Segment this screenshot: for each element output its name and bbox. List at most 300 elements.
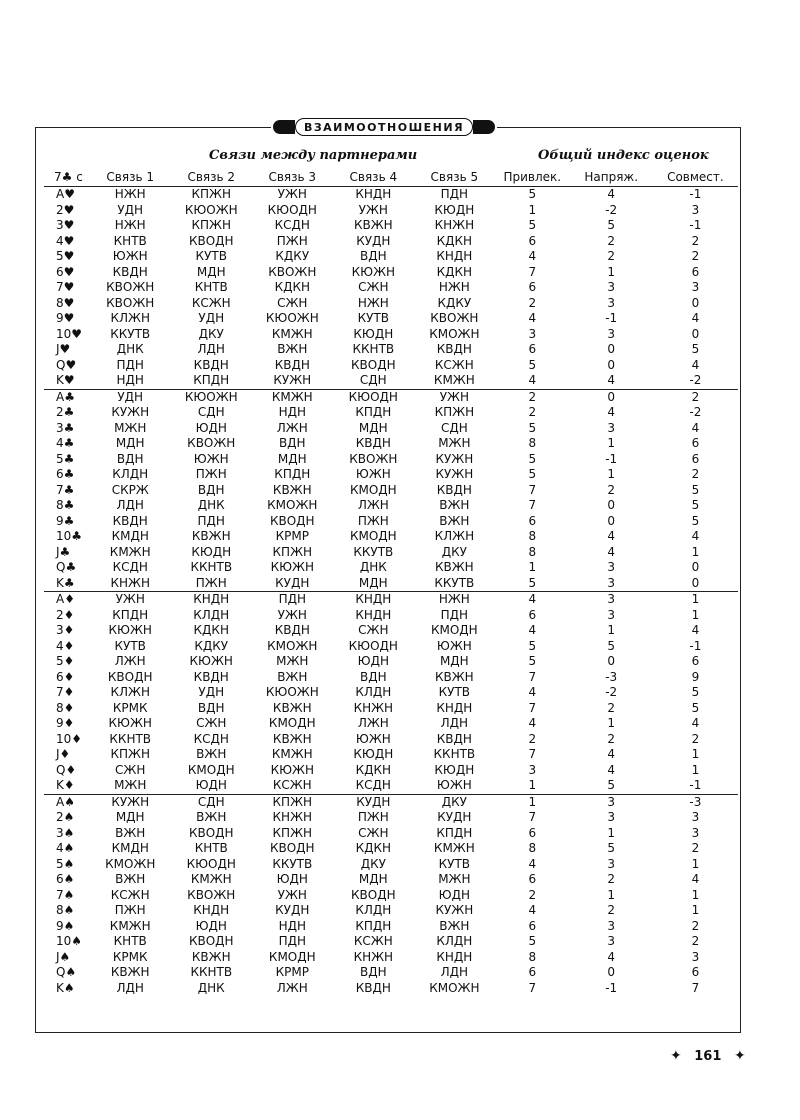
table-row <box>44 405 738 421</box>
table-row <box>44 685 738 701</box>
cell-tension: 2 <box>607 903 616 918</box>
cell-link-5: ЛДН <box>440 716 469 731</box>
cell-attraction: 3 <box>528 762 537 777</box>
cell-link-2: ККНТВ <box>190 560 233 575</box>
cell-link-5: ЮДН <box>438 887 471 902</box>
cell-compatibility: 0 <box>691 560 700 575</box>
table-row <box>44 218 738 234</box>
table-row <box>44 747 738 763</box>
cell-link-1: МЖН <box>90 778 171 794</box>
cell-link-5: КУДН <box>437 810 472 825</box>
cell-compatibility: -1 <box>653 778 738 794</box>
cell-tension: 1 <box>607 887 616 902</box>
cell-link-2: СЖН <box>196 716 227 731</box>
cell-link-5: КВОЖН <box>430 311 479 326</box>
cell-compatibility: 1 <box>691 544 700 559</box>
table-row <box>44 608 738 624</box>
cell-link-4: КВЖН <box>353 218 393 233</box>
cell-tension: 5 <box>607 638 616 653</box>
cell-link-2: ВЖН <box>196 810 227 825</box>
cell-tension: 3 <box>607 607 616 622</box>
cell-compatibility: 2 <box>691 731 700 746</box>
cell-link-4: КВОДН <box>351 887 396 902</box>
relationships-table <box>44 168 738 996</box>
table-row <box>44 436 738 452</box>
cell-compatibility: 2 <box>691 467 700 482</box>
cell-link-1: КВОЖН <box>106 295 155 310</box>
cell-link-3: КВДН <box>274 623 310 638</box>
cell-attraction: 8 <box>528 436 537 451</box>
cell-link-1: ЛДН <box>116 980 144 995</box>
cell-link-2: КЮЖН <box>189 654 233 669</box>
cell-attraction: 5 <box>528 638 537 653</box>
cell-link-5: КМЖН <box>414 373 495 389</box>
cell-link-1: СЖН <box>115 762 146 777</box>
cell-link-1: КВЖН <box>110 965 150 980</box>
cell-link-4: ЛЖН <box>357 498 389 513</box>
cell-tension: 3 <box>607 856 616 871</box>
cell-attraction: 7 <box>528 747 537 762</box>
cell-tension: 3 <box>607 326 616 341</box>
cell-link-2: КПЖН <box>191 218 231 233</box>
cell-link-4: УЖН <box>358 202 388 217</box>
cell-link-2: ДКУ <box>198 326 224 341</box>
table-row <box>44 934 738 950</box>
header-row <box>44 168 738 187</box>
cell-attraction: 4 <box>528 592 537 607</box>
cell-link-4: СЖН <box>358 280 389 295</box>
cell-attraction: 8 <box>528 841 537 856</box>
cell-link-2: ЮДН <box>195 420 227 435</box>
cell-tension: 3 <box>607 592 616 607</box>
cell-link-3: КВДН <box>274 357 310 372</box>
table-row <box>44 498 738 514</box>
cell-tension: 1 <box>607 716 616 731</box>
cell-tension: 0 <box>607 342 616 357</box>
table-row <box>44 592 738 608</box>
cell-link-5: КНЖН <box>434 218 475 233</box>
cell-link-1: КМДН <box>111 529 149 544</box>
cell-card: 6♦ <box>56 669 75 684</box>
column-header-compatibility: Совмест. <box>653 168 738 187</box>
cell-link-5: ЮЖН <box>414 778 495 794</box>
cell-attraction: 7 <box>528 980 537 995</box>
cell-link-2: КВОЖН <box>187 436 236 451</box>
cell-attraction: 6 <box>528 513 537 528</box>
cell-compatibility: 1 <box>691 903 700 918</box>
cell-attraction: 4 <box>528 311 537 326</box>
cell-link-2: ККНТВ <box>190 965 233 980</box>
cell-link-2: КМОДН <box>187 762 235 777</box>
cell-link-1: ККУТВ <box>110 326 151 341</box>
cell-compatibility: 1 <box>691 592 700 607</box>
cell-tension: 3 <box>570 576 653 592</box>
cell-link-5: НЖН <box>438 592 470 607</box>
cell-link-5: ККНТВ <box>433 747 476 762</box>
cell-link-1: ЛДН <box>116 498 144 513</box>
cell-link-3: МДН <box>277 451 307 466</box>
cell-link-5: КВДН <box>436 342 472 357</box>
cell-link-1: КЛЖН <box>110 685 150 700</box>
cell-compatibility: 2 <box>691 389 700 404</box>
cell-card: 10♠ <box>56 934 83 949</box>
cell-compatibility: -2 <box>689 405 702 420</box>
column-header-attraction: Привлек. <box>495 168 570 187</box>
cell-attraction: 5 <box>528 934 537 949</box>
cell-link-5: КНДН <box>436 249 473 264</box>
cell-link-4: КВОЖН <box>349 451 398 466</box>
cell-link-2: КНДН <box>193 592 230 607</box>
cell-compatibility: 5 <box>691 513 700 528</box>
cell-link-2: КСЖН <box>191 295 231 310</box>
cell-compatibility: 4 <box>691 357 700 372</box>
cell-link-2: ДНК <box>197 980 225 995</box>
cell-link-4: КМОДН <box>349 482 397 497</box>
table-row <box>44 576 738 592</box>
cell-link-2: ПЖН <box>171 576 252 592</box>
column-header-link-2: Связь 2 <box>171 168 252 187</box>
cell-compatibility: 2 <box>691 233 700 248</box>
cell-attraction: 6 <box>528 607 537 622</box>
cell-link-2: КВОДН <box>188 825 234 840</box>
cell-compatibility: 5 <box>691 342 700 357</box>
cell-card: 7♣ <box>56 482 75 497</box>
cell-compatibility: 4 <box>691 529 700 544</box>
cell-link-3: НДН <box>278 918 306 933</box>
cell-link-1: ПДН <box>116 357 144 372</box>
cell-link-5: КВЖН <box>434 669 474 684</box>
cell-link-1: УДН <box>117 389 144 404</box>
cell-tension: 0 <box>607 654 616 669</box>
cell-attraction: 6 <box>528 342 537 357</box>
cell-compatibility: 5 <box>691 700 700 715</box>
cell-link-1: КВОЖН <box>106 280 155 295</box>
cell-link-1: МЖН <box>114 420 147 435</box>
cell-card: 5♦ <box>56 654 75 669</box>
table-row <box>44 732 738 748</box>
cell-link-4: ЮЖН <box>355 467 391 482</box>
cell-link-5: КЮДН <box>434 202 475 217</box>
cell-link-4: ЛЖН <box>357 716 389 731</box>
cell-attraction: 4 <box>528 685 537 700</box>
cell-compatibility: 6 <box>691 965 700 980</box>
cell-compatibility: 0 <box>691 295 700 310</box>
table-row <box>44 903 738 919</box>
cell-tension: 1 <box>607 467 616 482</box>
cell-compatibility: 1 <box>691 856 700 871</box>
table-row <box>44 358 738 374</box>
cell-card: 4♦ <box>56 638 75 653</box>
cell-attraction: 7 <box>528 700 537 715</box>
table-row <box>44 888 738 904</box>
cell-link-4: ВДН <box>359 965 387 980</box>
cell-tension: 2 <box>607 700 616 715</box>
table-row <box>44 311 738 327</box>
cell-link-3: КЮОЖН <box>265 311 319 326</box>
column-header-link-3: Связь 3 <box>252 168 333 187</box>
cell-tension: 4 <box>607 747 616 762</box>
cell-link-1: МДН <box>115 436 145 451</box>
cell-link-5: ПДН <box>440 607 469 622</box>
cell-link-4: КВОДН <box>351 357 396 372</box>
cell-link-4: МДН <box>333 576 414 592</box>
cell-link-1: КМЖН <box>109 544 151 559</box>
cell-tension: 4 <box>607 762 616 777</box>
cell-link-2: КВОЖН <box>187 887 236 902</box>
table-row <box>44 342 738 358</box>
cell-link-2: КУТВ <box>195 249 227 264</box>
cell-link-3: ЮДН <box>276 872 308 887</box>
cell-link-5: ЮЖН <box>436 638 472 653</box>
table-row <box>44 187 738 203</box>
cell-link-3: КМОДН <box>268 949 316 964</box>
cell-link-4: КЮДН <box>353 326 394 341</box>
cell-card: K♣ <box>44 576 90 592</box>
table-row <box>44 623 738 639</box>
cell-link-1: ВЖН <box>115 872 146 887</box>
cell-attraction: 5 <box>528 654 537 669</box>
page-footer <box>670 1048 746 1064</box>
cell-link-3: КСЖН <box>252 778 333 794</box>
cell-tension: 2 <box>607 872 616 887</box>
cell-link-3: КМОДН <box>268 716 316 731</box>
cell-link-4: КМОДН <box>349 529 397 544</box>
cell-link-3: ПДН <box>278 934 306 949</box>
cell-link-3: КНЖН <box>272 810 313 825</box>
cell-link-1: КПЖН <box>110 747 150 762</box>
cell-link-1: КСЖН <box>110 887 150 902</box>
cell-attraction: 6 <box>528 872 537 887</box>
cell-link-5: СДН <box>440 420 468 435</box>
cell-attraction: 7 <box>528 810 537 825</box>
cell-link-1: НДН <box>90 373 171 389</box>
cell-link-4: КНЖН <box>353 700 394 715</box>
cell-link-5: КУЖН <box>435 467 474 482</box>
cell-tension: 5 <box>570 778 653 794</box>
cell-link-2: КНТВ <box>194 841 228 856</box>
cell-card: K♦ <box>44 778 90 794</box>
cell-card: 3♠ <box>56 825 75 840</box>
cell-link-4: СДН <box>333 373 414 389</box>
cell-attraction: 8 <box>528 544 537 559</box>
cell-link-4: КУДН <box>356 794 391 809</box>
column-header-link-5: Связь 5 <box>414 168 495 187</box>
cell-tension: 4 <box>607 187 616 202</box>
table-row <box>44 203 738 219</box>
cell-link-2: КВОДН <box>188 233 234 248</box>
cell-attraction: 6 <box>528 965 537 980</box>
cell-link-3: КУЖН <box>252 373 333 389</box>
cell-attraction: 3 <box>528 326 537 341</box>
cell-tension: -1 <box>605 980 618 995</box>
cell-link-4: КЮОДН <box>348 638 398 653</box>
cell-compatibility: 1 <box>691 887 700 902</box>
cell-link-2: КЮОДН <box>186 856 236 871</box>
cell-link-2: КЮДН <box>191 544 232 559</box>
cell-compatibility: 3 <box>691 949 700 964</box>
cell-card: 5♣ <box>56 451 75 466</box>
cell-tension: 3 <box>607 295 616 310</box>
cell-link-5: КДКУ <box>437 295 472 310</box>
cell-link-2: КДКУ <box>194 638 229 653</box>
cell-card: Q♠ <box>56 965 77 980</box>
cell-link-2: КСДН <box>193 731 229 746</box>
cell-link-2: МДН <box>196 264 226 279</box>
cell-compatibility: 5 <box>691 498 700 513</box>
cell-link-4: СЖН <box>358 623 389 638</box>
table-row <box>44 373 738 389</box>
cell-tension: 4 <box>607 949 616 964</box>
cell-compatibility: 5 <box>691 482 700 497</box>
cell-link-1: УДН <box>117 202 144 217</box>
cell-card: 2♥ <box>56 202 75 217</box>
cell-link-1: МДН <box>115 810 145 825</box>
cell-link-4: КПДН <box>355 918 392 933</box>
cell-link-4: КВДН <box>355 980 391 995</box>
table-row <box>44 981 738 997</box>
cell-link-5: ВЖН <box>439 513 470 528</box>
cell-compatibility: 0 <box>691 326 700 341</box>
cell-card: 6♠ <box>56 872 75 887</box>
cell-link-4: ЮДН <box>357 654 389 669</box>
cell-card: J♣ <box>56 544 71 559</box>
cell-link-2: ЮЖН <box>193 451 229 466</box>
cell-link-3: ККУТВ <box>272 856 313 871</box>
table-row <box>44 841 738 857</box>
cell-attraction: 5 <box>528 451 537 466</box>
cell-card: 2♠ <box>56 810 75 825</box>
cell-card: 6♥ <box>56 264 75 279</box>
table-row <box>44 794 738 810</box>
cell-link-5: КЮДН <box>434 762 475 777</box>
cell-link-4: ДНК <box>359 560 387 575</box>
banner-title: ВЗАИМООТНОШЕНИЯ <box>295 118 473 136</box>
cell-compatibility: 4 <box>691 311 700 326</box>
cell-compatibility: 0 <box>653 576 738 592</box>
cell-tension: 0 <box>607 513 616 528</box>
cell-link-1: КМДН <box>111 841 149 856</box>
table-row <box>44 670 738 686</box>
cell-link-3: КВЖН <box>272 482 312 497</box>
cell-attraction: 5 <box>495 576 570 592</box>
banner-left-cap <box>273 120 295 134</box>
table-row <box>44 701 738 717</box>
cell-compatibility: 5 <box>691 685 700 700</box>
cell-link-2: ВДН <box>197 700 225 715</box>
cell-tension: 1 <box>607 623 616 638</box>
table-row <box>44 452 738 468</box>
cell-tension: 0 <box>607 389 616 404</box>
cell-link-1: КВДН <box>112 513 148 528</box>
cell-attraction: 5 <box>528 467 537 482</box>
cell-link-3: КВЖН <box>272 731 312 746</box>
cell-link-2: УДН <box>198 685 225 700</box>
cell-tension: -2 <box>605 202 618 217</box>
cell-link-4: КСДН <box>333 778 414 794</box>
table-row <box>44 857 738 873</box>
cell-tension: -1 <box>605 311 618 326</box>
ornament-right-icon: ✦ <box>733 1048 746 1064</box>
cell-link-3: ЛЖН <box>276 420 308 435</box>
cell-link-4: КПДН <box>355 405 392 420</box>
cell-link-3: УЖН <box>277 887 307 902</box>
cell-attraction: 4 <box>528 716 537 731</box>
cell-card: 5♠ <box>56 856 75 871</box>
cell-link-1: КЛЖН <box>110 311 150 326</box>
cell-link-1: КВОДН <box>107 669 153 684</box>
cell-link-1: КУТВ <box>114 638 146 653</box>
cell-link-3: КМЖН <box>271 389 313 404</box>
cell-card: 6♣ <box>56 467 75 482</box>
cell-link-2: КВОДН <box>188 934 234 949</box>
cell-link-3: КРМР <box>275 965 309 980</box>
cell-link-3: КВОДН <box>269 513 315 528</box>
cell-link-5: КПЖН <box>434 405 475 420</box>
cell-link-1: КУЖН <box>111 794 150 809</box>
cell-compatibility: 2 <box>691 841 700 856</box>
cell-link-2: КДКН <box>193 623 229 638</box>
cell-compatibility: -2 <box>653 373 738 389</box>
table-row <box>44 778 738 794</box>
cell-link-1: КМЖН <box>109 918 151 933</box>
cell-compatibility: 3 <box>691 280 700 295</box>
table-body <box>44 187 738 997</box>
cell-link-3: КМОЖН <box>267 498 318 513</box>
cell-link-3: КМЖН <box>271 326 313 341</box>
cell-link-1: КЛДН <box>112 467 149 482</box>
cell-attraction: 2 <box>528 731 537 746</box>
cell-link-1: СКРЖ <box>111 482 149 497</box>
cell-card: 7♦ <box>56 685 75 700</box>
cell-attraction: 1 <box>495 778 570 794</box>
cell-card: Q♥ <box>56 357 77 372</box>
cell-link-1: КМОЖН <box>105 856 156 871</box>
cell-attraction: 4 <box>528 856 537 871</box>
cell-card: 9♥ <box>56 311 75 326</box>
cell-card: A♥ <box>56 187 75 202</box>
cell-link-3: ВДН <box>278 436 306 451</box>
column-header-link-1: Связь 1 <box>90 168 171 187</box>
cell-card: 7♥ <box>56 280 75 295</box>
table-row <box>44 280 738 296</box>
cell-attraction: 2 <box>528 295 537 310</box>
cell-link-2: КЮОЖН <box>184 202 238 217</box>
cell-link-1: КНТВ <box>113 934 147 949</box>
cell-attraction: 6 <box>528 825 537 840</box>
cell-attraction: 8 <box>528 529 537 544</box>
cell-card: K♠ <box>56 980 75 995</box>
table-row <box>44 467 738 483</box>
cell-link-5: КМОДН <box>430 623 478 638</box>
cell-card: 5♥ <box>56 249 75 264</box>
table-row <box>44 654 738 670</box>
cell-link-5: ВЖН <box>439 498 470 513</box>
cell-link-1: ККНТВ <box>109 731 152 746</box>
cell-compatibility: 7 <box>691 980 700 995</box>
cell-link-3: КЮОЖН <box>265 685 319 700</box>
cell-link-5: КУЖН <box>435 451 474 466</box>
cell-link-5: КПДН <box>436 825 473 840</box>
cell-link-4: МДН <box>358 420 388 435</box>
table-row <box>44 919 738 935</box>
cell-compatibility: 1 <box>691 747 700 762</box>
cell-link-5: КСЖН <box>434 357 474 372</box>
cell-link-1: КПДН <box>112 607 149 622</box>
cell-tension: 3 <box>607 810 616 825</box>
cell-tension: 4 <box>607 405 616 420</box>
cell-link-1: КНТВ <box>113 233 147 248</box>
cell-tension: 4 <box>607 544 616 559</box>
